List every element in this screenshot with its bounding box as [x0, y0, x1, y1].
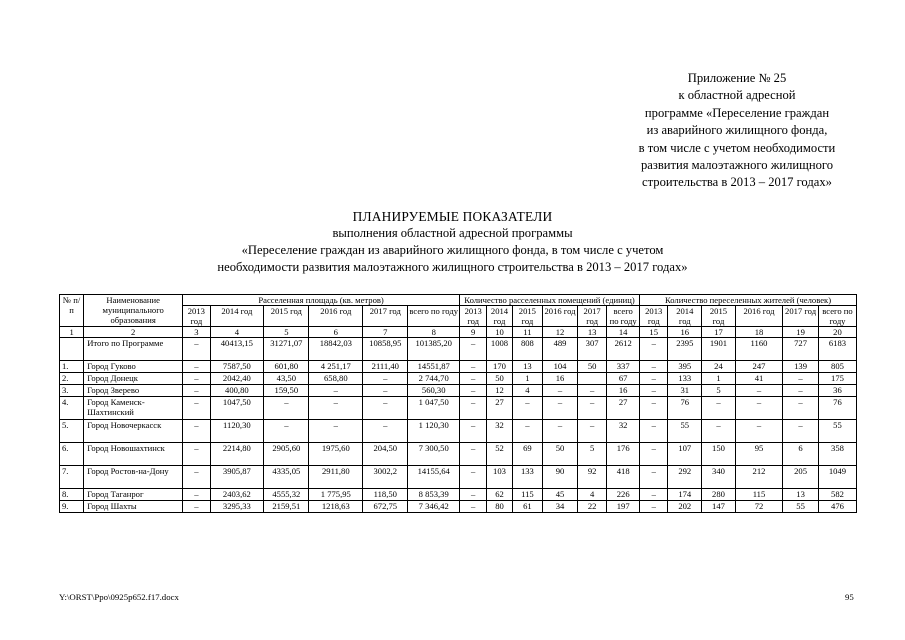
table-cell: 27 — [487, 397, 512, 420]
table-cell: 2042,40 — [210, 373, 264, 385]
table-cell: 280 — [702, 489, 736, 501]
table-cell: 658,80 — [309, 373, 363, 385]
table-cell: 107 — [668, 443, 702, 466]
row-municipality-name: Город Каменск-Шахтинский — [84, 397, 183, 420]
table-cell: 340 — [702, 466, 736, 489]
table-cell: – — [309, 420, 363, 443]
table-cell: 40413,15 — [210, 338, 264, 361]
table-cell: 560,30 — [408, 385, 460, 397]
table-cell: 61 — [512, 501, 543, 513]
header-name: Наименование муниципального образования — [84, 295, 183, 327]
table-cell: – — [460, 361, 487, 373]
table-cell: 4 — [577, 489, 606, 501]
table-cell: 808 — [512, 338, 543, 361]
table-cell: 32 — [607, 420, 640, 443]
row-municipality-name: Город Гуково — [84, 361, 183, 373]
table-cell: – — [783, 385, 819, 397]
appendix-block — [578, 70, 896, 192]
table-cell: – — [543, 397, 578, 420]
table-cell: 133 — [512, 466, 543, 489]
table-row — [60, 338, 857, 361]
table-cell: 36 — [818, 385, 856, 397]
table-cell: 115 — [735, 489, 782, 501]
table-cell: 4335,05 — [264, 466, 309, 489]
table-cell: 2905,60 — [264, 443, 309, 466]
appendix-line: программе «Переселение граждан — [644, 105, 830, 120]
table-cell: 358 — [818, 443, 856, 466]
table-cell: 13 — [783, 489, 819, 501]
table-cell: 727 — [783, 338, 819, 361]
table-cell: 1 047,50 — [408, 397, 460, 420]
table-cell: 16 — [543, 373, 578, 385]
table-cell: 1047,50 — [210, 397, 264, 420]
table-row — [60, 443, 857, 466]
table-cell: – — [460, 338, 487, 361]
table-cell: 4555,32 — [264, 489, 309, 501]
table-cell: – — [460, 420, 487, 443]
table-cell: 67 — [607, 373, 640, 385]
table-cell: 176 — [607, 443, 640, 466]
table-cell: 5 — [577, 443, 606, 466]
table-cell: 2612 — [607, 338, 640, 361]
table-cell: 31 — [668, 385, 702, 397]
header-rooms-group: Количество расселенных помещений (единиц) — [460, 295, 640, 306]
table-cell: 32 — [487, 420, 512, 443]
row-number: 4. — [60, 397, 84, 420]
row-municipality-name: Город Ростов-на-Дону — [84, 466, 183, 489]
table-cell: – — [702, 397, 736, 420]
header-no: № п/п — [60, 295, 84, 327]
table-cell: 226 — [607, 489, 640, 501]
table-cell: – — [702, 420, 736, 443]
header-year-cell: 2014 год — [487, 306, 512, 327]
table-cell: – — [363, 373, 408, 385]
table-cell: 2395 — [668, 338, 702, 361]
header-year-cell: 2013 год — [460, 306, 487, 327]
table-cell: 4 — [512, 385, 543, 397]
table-cell: 27 — [607, 397, 640, 420]
table-cell: – — [183, 361, 210, 373]
footer-file-path: Y:\ORST\Ppo\0925p652.f17.docx — [59, 592, 179, 602]
column-number-cell: 9 — [460, 327, 487, 338]
table-cell: 2 744,70 — [408, 373, 460, 385]
table-cell: 170 — [487, 361, 512, 373]
table-row — [60, 373, 857, 385]
column-number-cell: 16 — [668, 327, 702, 338]
document-title: ПЛАНИРУЕМЫЕ ПОКАЗАТЕЛИ — [352, 209, 553, 224]
column-number-cell: 4 — [210, 327, 264, 338]
table-cell: 50 — [543, 443, 578, 466]
table-cell: 418 — [607, 466, 640, 489]
table-cell: – — [264, 420, 309, 443]
column-number-cell: 1 — [60, 327, 84, 338]
table-cell: – — [183, 420, 210, 443]
table-cell: – — [640, 397, 668, 420]
header-year-cell: 2017 год — [577, 306, 606, 327]
table-cell: 43,50 — [264, 373, 309, 385]
column-number-cell: 17 — [702, 327, 736, 338]
table-cell: – — [640, 373, 668, 385]
table-cell: – — [783, 420, 819, 443]
table-cell: 55 — [783, 501, 819, 513]
table-cell: 69 — [512, 443, 543, 466]
table-row — [60, 420, 857, 443]
header-year-cell: 2017 год — [783, 306, 819, 327]
table-cell: 1 120,30 — [408, 420, 460, 443]
table-cell: – — [577, 397, 606, 420]
row-municipality-name: Город Новочеркасск — [84, 420, 183, 443]
table-cell: 62 — [487, 489, 512, 501]
table-cell: 395 — [668, 361, 702, 373]
row-number: 9. — [60, 501, 84, 513]
table-cell: 3295,33 — [210, 501, 264, 513]
table-cell — [577, 373, 606, 385]
table-cell: 4 251,17 — [309, 361, 363, 373]
table-cell: 103 — [487, 466, 512, 489]
table-cell: 2911,80 — [309, 466, 363, 489]
table-cell: – — [309, 397, 363, 420]
table-cell: 147 — [702, 501, 736, 513]
table-cell: 3002,2 — [363, 466, 408, 489]
table-cell: – — [543, 385, 578, 397]
appendix-line: Приложение № 25 — [687, 71, 787, 85]
table-cell: 292 — [668, 466, 702, 489]
table-cell: – — [183, 373, 210, 385]
column-number-cell: 18 — [735, 327, 782, 338]
table-cell: 104 — [543, 361, 578, 373]
column-number-cell: 3 — [183, 327, 210, 338]
table-cell: 139 — [783, 361, 819, 373]
row-number: 7. — [60, 466, 84, 489]
heading-line: необходимости развития малоэтажного жилищного строительства в 2013 – 2017 годах» — [217, 260, 688, 274]
table-cell: – — [640, 443, 668, 466]
row-number — [60, 338, 84, 361]
header-year-cell: 2015 год — [702, 306, 736, 327]
footer-page-number: 95 — [845, 592, 854, 602]
table-cell: 14551,87 — [408, 361, 460, 373]
table-cell: 133 — [668, 373, 702, 385]
table-cell: 7587,50 — [210, 361, 264, 373]
table-cell: – — [640, 361, 668, 373]
table-cell: 41 — [735, 373, 782, 385]
table-row — [60, 466, 857, 489]
table-cell: – — [460, 489, 487, 501]
table-cell: 72 — [735, 501, 782, 513]
column-number-cell: 12 — [543, 327, 578, 338]
table-cell: – — [640, 385, 668, 397]
column-number-cell: 5 — [264, 327, 309, 338]
table-cell: 115 — [512, 489, 543, 501]
table-cell: 12 — [487, 385, 512, 397]
table-cell: 5 — [702, 385, 736, 397]
table-cell: – — [460, 397, 487, 420]
table-cell: 8 853,39 — [408, 489, 460, 501]
table-cell: 307 — [577, 338, 606, 361]
row-number: 8. — [60, 489, 84, 501]
table-cell: – — [783, 373, 819, 385]
table-cell: 1901 — [702, 338, 736, 361]
row-municipality-name: Город Новошахтинск — [84, 443, 183, 466]
header-year-cell: 2013 год — [183, 306, 210, 327]
table-cell: 50 — [487, 373, 512, 385]
table-cell: 80 — [487, 501, 512, 513]
table-cell: 55 — [668, 420, 702, 443]
table-cell: 7 346,42 — [408, 501, 460, 513]
table-cell: 34 — [543, 501, 578, 513]
table-row — [60, 501, 857, 513]
table-cell: – — [640, 338, 668, 361]
table-cell: – — [363, 397, 408, 420]
table-cell: – — [460, 373, 487, 385]
table-cell: 204,50 — [363, 443, 408, 466]
table-cell: 2214,80 — [210, 443, 264, 466]
table-cell: 2111,40 — [363, 361, 408, 373]
header-year-cell: всего по году — [818, 306, 856, 327]
table-cell: 175 — [818, 373, 856, 385]
table-cell: – — [577, 385, 606, 397]
indicators-table — [59, 294, 857, 513]
row-number: 2. — [60, 373, 84, 385]
table-cell: 90 — [543, 466, 578, 489]
table-cell: 2403,62 — [210, 489, 264, 501]
table-cell: – — [640, 489, 668, 501]
table-cell: – — [640, 466, 668, 489]
table-cell: 6 — [783, 443, 819, 466]
table-cell: 118,50 — [363, 489, 408, 501]
table-cell: 31271,07 — [264, 338, 309, 361]
table-cell: – — [183, 443, 210, 466]
table-cell: 1120,30 — [210, 420, 264, 443]
table-cell: 10858,95 — [363, 338, 408, 361]
table-cell: 24 — [702, 361, 736, 373]
table-cell: 174 — [668, 489, 702, 501]
heading-line: выполнения областной адресной программы — [332, 226, 573, 240]
header-row-column-numbers — [60, 327, 857, 338]
column-number-cell: 2 — [84, 327, 183, 338]
table-cell: – — [309, 385, 363, 397]
table-cell: – — [460, 466, 487, 489]
table-cell: 197 — [607, 501, 640, 513]
table-cell: – — [460, 501, 487, 513]
column-number-cell: 13 — [577, 327, 606, 338]
table-cell: – — [363, 420, 408, 443]
header-year-cell: всего по году — [408, 306, 460, 327]
table-cell: – — [640, 420, 668, 443]
table-cell: 1 — [702, 373, 736, 385]
table-cell: 205 — [783, 466, 819, 489]
table-cell: 1218,63 — [309, 501, 363, 513]
table-cell: 601,80 — [264, 361, 309, 373]
table-row — [60, 385, 857, 397]
table-row — [60, 397, 857, 420]
column-number-cell: 14 — [607, 327, 640, 338]
header-year-cell: 2016 год — [309, 306, 363, 327]
header-area-group: Расселенная площадь (кв. метров) — [183, 295, 460, 306]
header-year-cell: 2014 год — [210, 306, 264, 327]
table-cell: 337 — [607, 361, 640, 373]
row-municipality-name: Итого по Программе — [84, 338, 183, 361]
table-cell: 13 — [512, 361, 543, 373]
table-cell: 95 — [735, 443, 782, 466]
table-cell: 1008 — [487, 338, 512, 361]
table-cell: 45 — [543, 489, 578, 501]
document-heading — [0, 208, 905, 276]
table-cell: – — [577, 420, 606, 443]
table-cell: 55 — [818, 420, 856, 443]
header-year-cell: 2016 год — [735, 306, 782, 327]
table-cell: 247 — [735, 361, 782, 373]
appendix-line: развития малоэтажного жилищного — [640, 158, 834, 173]
table-cell: – — [783, 397, 819, 420]
table-cell: 101385,20 — [408, 338, 460, 361]
table-cell: 476 — [818, 501, 856, 513]
table-cell: 7 300,50 — [408, 443, 460, 466]
header-year-cell: 2014 год — [668, 306, 702, 327]
table-cell: – — [183, 501, 210, 513]
row-number: 6. — [60, 443, 84, 466]
table-cell: 76 — [818, 397, 856, 420]
table-row — [60, 361, 857, 373]
table-cell: – — [460, 385, 487, 397]
header-year-cell: 2016 год — [543, 306, 578, 327]
table-cell: 489 — [543, 338, 578, 361]
column-number-cell: 11 — [512, 327, 543, 338]
table-row — [60, 489, 857, 501]
table-cell: 159,50 — [264, 385, 309, 397]
row-number: 1. — [60, 361, 84, 373]
column-number-cell: 15 — [640, 327, 668, 338]
table-cell: – — [640, 501, 668, 513]
appendix-line: к областной адресной — [678, 88, 796, 103]
appendix-line: из аварийного жилищного фонда, — [646, 123, 828, 138]
table-cell: 805 — [818, 361, 856, 373]
table-cell: 14155,64 — [408, 466, 460, 489]
table-cell: – — [183, 385, 210, 397]
row-number: 3. — [60, 385, 84, 397]
column-number-cell: 10 — [487, 327, 512, 338]
header-row-groups — [60, 295, 857, 306]
table-cell: 582 — [818, 489, 856, 501]
table-cell: 400,80 — [210, 385, 264, 397]
table-cell: – — [460, 443, 487, 466]
table-cell: – — [543, 420, 578, 443]
table-cell: 1049 — [818, 466, 856, 489]
table-cell: – — [512, 397, 543, 420]
row-number: 5. — [60, 420, 84, 443]
header-year-cell: 2013 год — [640, 306, 668, 327]
table-cell: 150 — [702, 443, 736, 466]
heading-line: «Переселение граждан из аварийного жилищного фонда, в том числе с учетом — [241, 243, 664, 257]
table-cell: 2159,51 — [264, 501, 309, 513]
table-cell: – — [735, 397, 782, 420]
table-cell: – — [183, 397, 210, 420]
table-cell: 3905,87 — [210, 466, 264, 489]
table-cell: 1160 — [735, 338, 782, 361]
appendix-line: строительства в 2013 – 2017 годах» — [642, 175, 832, 190]
row-municipality-name: Город Таганрог — [84, 489, 183, 501]
header-people-group: Количество переселенных жителей (человек) — [640, 295, 857, 306]
table-cell: – — [183, 338, 210, 361]
column-number-cell: 6 — [309, 327, 363, 338]
table-cell: 1 — [512, 373, 543, 385]
table-cell: 52 — [487, 443, 512, 466]
table-cell: 672,75 — [363, 501, 408, 513]
table-cell: – — [264, 397, 309, 420]
table-cell: – — [183, 466, 210, 489]
column-number-cell: 19 — [783, 327, 819, 338]
header-year-cell: всего по году — [607, 306, 640, 327]
table-cell: – — [512, 420, 543, 443]
table-cell: 16 — [607, 385, 640, 397]
table-cell: 92 — [577, 466, 606, 489]
table-cell: 1 775,95 — [309, 489, 363, 501]
table-cell: – — [735, 385, 782, 397]
appendix-line: в том числе с учетом необходимости — [638, 140, 836, 155]
header-year-cell: 2015 год — [512, 306, 543, 327]
header-year-cell: 2015 год — [264, 306, 309, 327]
row-municipality-name: Город Донецк — [84, 373, 183, 385]
table-cell: 6183 — [818, 338, 856, 361]
table-cell: 212 — [735, 466, 782, 489]
table-cell: 50 — [577, 361, 606, 373]
column-number-cell: 8 — [408, 327, 460, 338]
header-year-cell: 2017 год — [363, 306, 408, 327]
row-municipality-name: Город Зверево — [84, 385, 183, 397]
table-cell: 1975,60 — [309, 443, 363, 466]
column-number-cell: 7 — [363, 327, 408, 338]
row-municipality-name: Город Шахты — [84, 501, 183, 513]
table-cell: – — [735, 420, 782, 443]
table-cell: 18842,03 — [309, 338, 363, 361]
table-cell: 22 — [577, 501, 606, 513]
table-cell: – — [363, 385, 408, 397]
table-cell: 202 — [668, 501, 702, 513]
column-number-cell: 20 — [818, 327, 856, 338]
table-cell: – — [183, 489, 210, 501]
table-cell: 76 — [668, 397, 702, 420]
